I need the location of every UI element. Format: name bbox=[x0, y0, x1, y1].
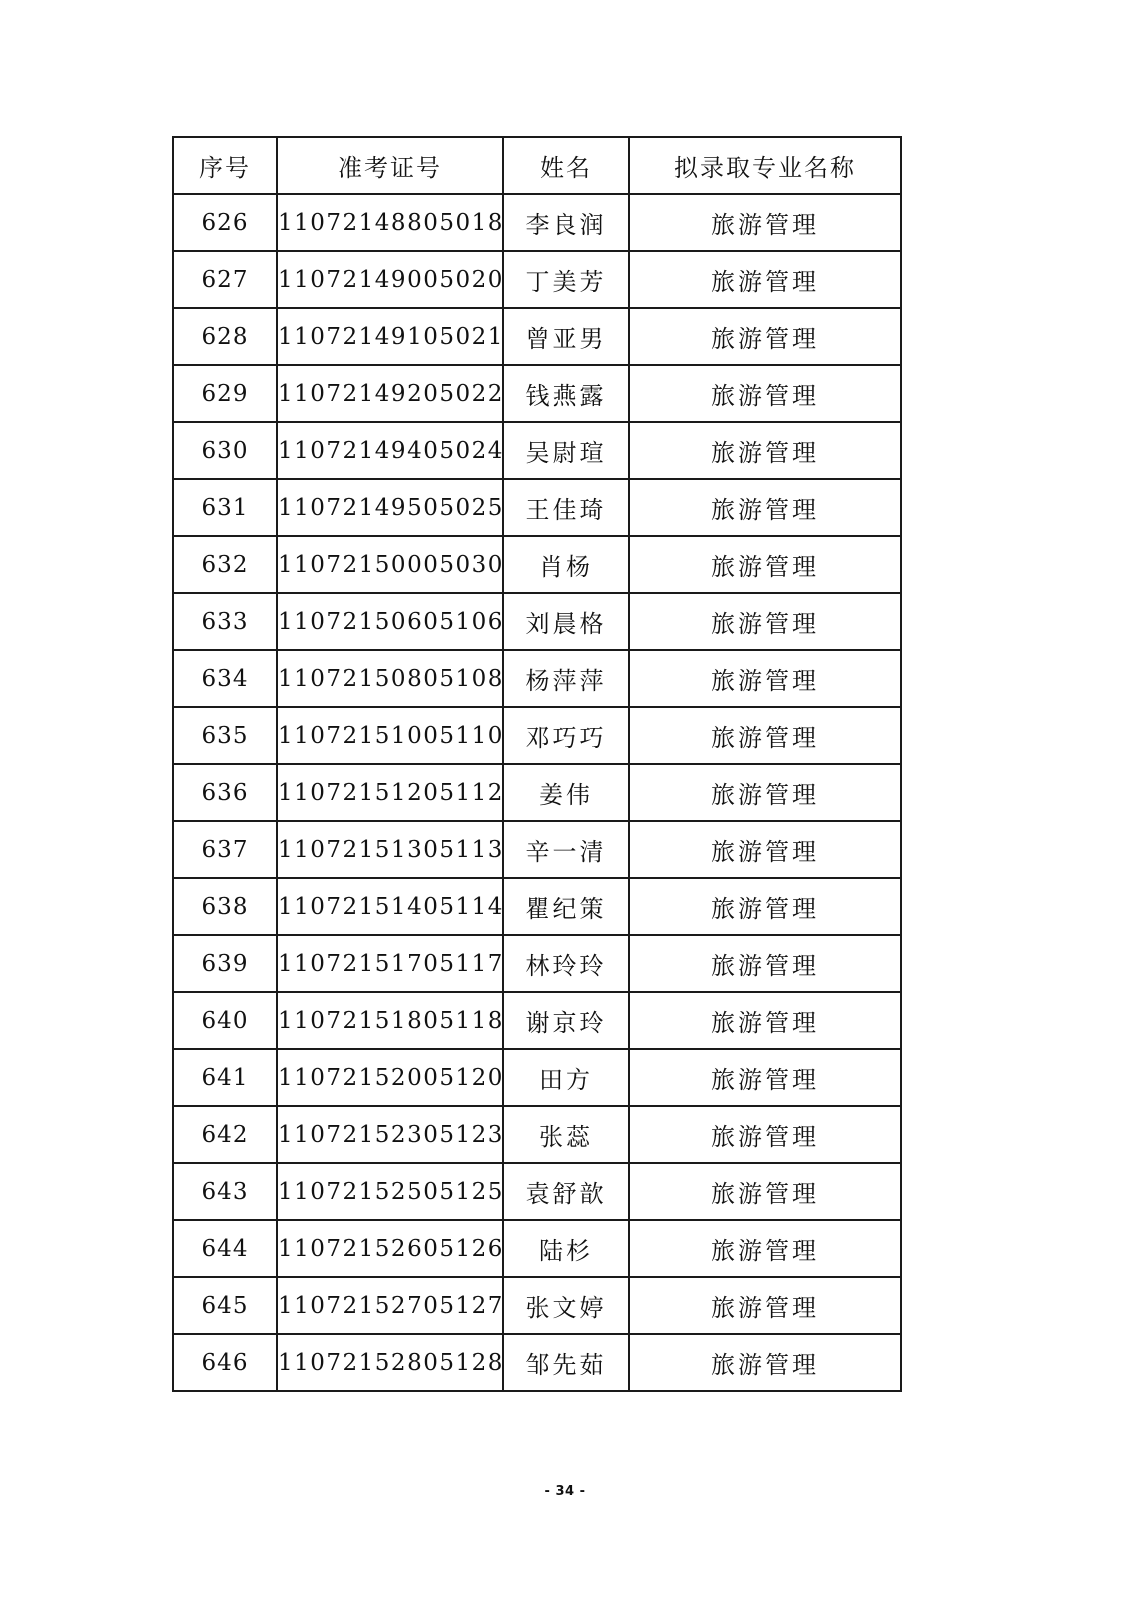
cell-name: 张文婷 bbox=[503, 1277, 629, 1334]
table-row bbox=[173, 536, 901, 593]
table-row bbox=[173, 992, 901, 1049]
table-row bbox=[173, 422, 901, 479]
cell-exam-no: 11072152505125 bbox=[277, 1163, 503, 1220]
admission-table-container bbox=[172, 136, 900, 1392]
cell-major: 旅游管理 bbox=[629, 821, 901, 878]
cell-name: 曾亚男 bbox=[503, 308, 629, 365]
cell-exam-no: 11072151005110 bbox=[277, 707, 503, 764]
cell-name: 张蕊 bbox=[503, 1106, 629, 1163]
cell-seq: 638 bbox=[173, 878, 277, 935]
table-row bbox=[173, 707, 901, 764]
cell-seq: 636 bbox=[173, 764, 277, 821]
cell-seq: 639 bbox=[173, 935, 277, 992]
cell-exam-no: 11072148805018 bbox=[277, 194, 503, 251]
cell-name: 瞿纪策 bbox=[503, 878, 629, 935]
cell-major: 旅游管理 bbox=[629, 878, 901, 935]
cell-exam-no: 11072150005030 bbox=[277, 536, 503, 593]
cell-exam-no: 11072149205022 bbox=[277, 365, 503, 422]
cell-exam-no: 11072150805108 bbox=[277, 650, 503, 707]
cell-name: 杨萍萍 bbox=[503, 650, 629, 707]
cell-exam-no: 11072152605126 bbox=[277, 1220, 503, 1277]
cell-major: 旅游管理 bbox=[629, 536, 901, 593]
table-row bbox=[173, 650, 901, 707]
cell-seq: 626 bbox=[173, 194, 277, 251]
cell-name: 田方 bbox=[503, 1049, 629, 1106]
cell-name: 邓巧巧 bbox=[503, 707, 629, 764]
cell-seq: 646 bbox=[173, 1334, 277, 1391]
table-row bbox=[173, 1049, 901, 1106]
cell-exam-no: 11072150605106 bbox=[277, 593, 503, 650]
cell-seq: 627 bbox=[173, 251, 277, 308]
cell-exam-no: 11072149105021 bbox=[277, 308, 503, 365]
cell-exam-no: 11072152705127 bbox=[277, 1277, 503, 1334]
cell-major: 旅游管理 bbox=[629, 1049, 901, 1106]
cell-seq: 632 bbox=[173, 536, 277, 593]
cell-seq: 629 bbox=[173, 365, 277, 422]
cell-name: 辛一清 bbox=[503, 821, 629, 878]
cell-seq: 645 bbox=[173, 1277, 277, 1334]
table-row bbox=[173, 1334, 901, 1391]
cell-seq: 635 bbox=[173, 707, 277, 764]
cell-name: 王佳琦 bbox=[503, 479, 629, 536]
cell-name: 谢京玲 bbox=[503, 992, 629, 1049]
cell-seq: 631 bbox=[173, 479, 277, 536]
cell-exam-no: 11072151805118 bbox=[277, 992, 503, 1049]
table-row bbox=[173, 251, 901, 308]
cell-major: 旅游管理 bbox=[629, 764, 901, 821]
cell-exam-no: 11072149005020 bbox=[277, 251, 503, 308]
cell-name: 林玲玲 bbox=[503, 935, 629, 992]
cell-major: 旅游管理 bbox=[629, 707, 901, 764]
cell-seq: 628 bbox=[173, 308, 277, 365]
table-row bbox=[173, 821, 901, 878]
cell-seq: 630 bbox=[173, 422, 277, 479]
table-row bbox=[173, 1220, 901, 1277]
cell-name: 丁美芳 bbox=[503, 251, 629, 308]
cell-exam-no: 11072152005120 bbox=[277, 1049, 503, 1106]
table-row bbox=[173, 194, 901, 251]
table-row bbox=[173, 764, 901, 821]
cell-name: 钱燕露 bbox=[503, 365, 629, 422]
cell-seq: 642 bbox=[173, 1106, 277, 1163]
cell-exam-no: 11072152805128 bbox=[277, 1334, 503, 1391]
header-name: 姓名 bbox=[503, 137, 629, 194]
table-row bbox=[173, 365, 901, 422]
cell-exam-no: 11072152305123 bbox=[277, 1106, 503, 1163]
cell-seq: 640 bbox=[173, 992, 277, 1049]
table-row bbox=[173, 878, 901, 935]
cell-exam-no: 11072151705117 bbox=[277, 935, 503, 992]
cell-name: 陆杉 bbox=[503, 1220, 629, 1277]
table-row bbox=[173, 308, 901, 365]
table-row bbox=[173, 593, 901, 650]
cell-major: 旅游管理 bbox=[629, 308, 901, 365]
header-seq: 序号 bbox=[173, 137, 277, 194]
cell-name: 李良润 bbox=[503, 194, 629, 251]
cell-exam-no: 11072149505025 bbox=[277, 479, 503, 536]
cell-major: 旅游管理 bbox=[629, 194, 901, 251]
table-row bbox=[173, 1106, 901, 1163]
cell-major: 旅游管理 bbox=[629, 251, 901, 308]
cell-major: 旅游管理 bbox=[629, 935, 901, 992]
cell-exam-no: 11072151205112 bbox=[277, 764, 503, 821]
table-row bbox=[173, 1163, 901, 1220]
cell-seq: 633 bbox=[173, 593, 277, 650]
header-major: 拟录取专业名称 bbox=[629, 137, 901, 194]
cell-seq: 637 bbox=[173, 821, 277, 878]
cell-major: 旅游管理 bbox=[629, 365, 901, 422]
cell-seq: 641 bbox=[173, 1049, 277, 1106]
cell-major: 旅游管理 bbox=[629, 1334, 901, 1391]
page-number: - 34 - bbox=[544, 1484, 586, 1499]
cell-name: 姜伟 bbox=[503, 764, 629, 821]
cell-name: 吴尉瑄 bbox=[503, 422, 629, 479]
cell-major: 旅游管理 bbox=[629, 1163, 901, 1220]
cell-seq: 643 bbox=[173, 1163, 277, 1220]
cell-exam-no: 11072151405114 bbox=[277, 878, 503, 935]
table-body bbox=[173, 194, 901, 1391]
cell-major: 旅游管理 bbox=[629, 593, 901, 650]
cell-major: 旅游管理 bbox=[629, 650, 901, 707]
cell-seq: 634 bbox=[173, 650, 277, 707]
admission-table bbox=[172, 136, 902, 1392]
cell-major: 旅游管理 bbox=[629, 992, 901, 1049]
table-row bbox=[173, 935, 901, 992]
cell-seq: 644 bbox=[173, 1220, 277, 1277]
cell-name: 邹先茹 bbox=[503, 1334, 629, 1391]
cell-major: 旅游管理 bbox=[629, 479, 901, 536]
table-row bbox=[173, 479, 901, 536]
cell-major: 旅游管理 bbox=[629, 1106, 901, 1163]
table-header-row bbox=[173, 137, 901, 194]
header-exam-no: 准考证号 bbox=[277, 137, 503, 194]
cell-major: 旅游管理 bbox=[629, 1220, 901, 1277]
cell-name: 肖杨 bbox=[503, 536, 629, 593]
cell-exam-no: 11072149405024 bbox=[277, 422, 503, 479]
cell-name: 刘晨格 bbox=[503, 593, 629, 650]
cell-major: 旅游管理 bbox=[629, 422, 901, 479]
cell-major: 旅游管理 bbox=[629, 1277, 901, 1334]
table-row bbox=[173, 1277, 901, 1334]
cell-exam-no: 11072151305113 bbox=[277, 821, 503, 878]
cell-name: 袁舒歆 bbox=[503, 1163, 629, 1220]
